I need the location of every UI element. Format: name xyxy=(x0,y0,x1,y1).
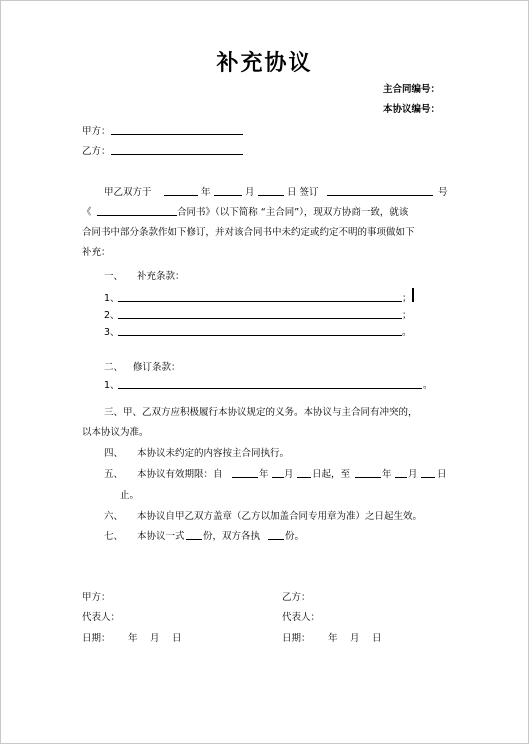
month-label: 月 xyxy=(245,187,255,198)
text-cursor xyxy=(412,288,414,302)
start-year-blank[interactable] xyxy=(232,477,258,478)
section-6-text: 本协议自甲乙双方盖章（乙方以加盖合同专用章为准）之日起生效。 xyxy=(137,511,423,522)
supplement-item-2-label: 2、 xyxy=(104,310,120,321)
copies-end-label: 份。 xyxy=(285,531,305,542)
intro-line-4: 补充： xyxy=(82,247,111,258)
sign-rep-b: 代表人： xyxy=(282,612,321,623)
section-6-number: 六、 xyxy=(104,511,124,522)
end-day-label: 日 xyxy=(437,469,447,480)
sign-date-a-year: 年 xyxy=(128,633,138,644)
supplement-item-1-label: 1、 xyxy=(104,293,120,304)
section-2-title: 修订条款： xyxy=(133,362,181,373)
party-b-blank[interactable] xyxy=(111,154,243,155)
section-3-line-1: 三、甲、乙双方应积极履行本协议规定的义务。本协议与主合同有冲突的， xyxy=(104,407,418,418)
sign-date-a-month: 月 xyxy=(150,633,160,644)
sign-party-a: 甲方： xyxy=(82,592,111,603)
start-month-label: 月 xyxy=(284,469,294,480)
supplement-item-3-blank[interactable] xyxy=(118,335,402,336)
agreement-number-label: 本协议编号： xyxy=(383,104,441,115)
sign-rep-a: 代表人： xyxy=(82,612,121,623)
section-7-number: 七、 xyxy=(104,531,124,542)
intro-line-3: 合同书中部分条款作如下修订，并对该合同书中未约定或约定不明的事项做如下 xyxy=(82,227,415,238)
supplement-item-1-blank[interactable] xyxy=(118,301,402,302)
revision-item-1-end: 。 xyxy=(423,380,433,391)
section-4-text: 本协议未约定的内容按主合同执行。 xyxy=(137,448,290,459)
sign-date-b: 日期： xyxy=(282,633,311,644)
revision-item-1-label: 1、 xyxy=(104,380,120,391)
copies-label: 本协议一式 xyxy=(137,531,185,542)
day-signed-label: 日 签订 xyxy=(287,187,319,198)
supplement-item-2-blank[interactable] xyxy=(118,318,402,319)
contract-number-blank[interactable] xyxy=(327,195,433,196)
start-day-blank[interactable] xyxy=(297,477,311,478)
start-year-label: 年 xyxy=(259,469,269,480)
section-2-number: 二、 xyxy=(104,362,124,373)
end-year-blank[interactable] xyxy=(355,477,381,478)
copies-total-blank[interactable] xyxy=(186,539,202,540)
sign-date-a: 日期： xyxy=(82,633,111,644)
sign-month-blank[interactable] xyxy=(214,195,242,196)
end-day-blank[interactable] xyxy=(421,477,435,478)
intro-text: 甲乙双方于 xyxy=(104,187,152,198)
validity-label: 本协议有效期限：自 xyxy=(137,469,223,480)
party-a-label: 甲方： xyxy=(82,126,111,137)
sign-date-b-month: 月 xyxy=(350,633,360,644)
intro-line-2: 合同书》（以下简称 “主合同”），现双方协商一致，就该 xyxy=(177,207,409,218)
party-a-blank[interactable] xyxy=(111,134,243,135)
section-1-title: 补充条款： xyxy=(137,271,185,282)
left-bracket: 《 xyxy=(82,207,92,218)
section-4-number: 四、 xyxy=(104,448,124,459)
copies-each-blank[interactable] xyxy=(268,539,284,540)
sign-year-blank[interactable] xyxy=(164,195,198,196)
number-suffix: 号 xyxy=(438,187,448,198)
section-3-line-2: 以本协议为准。 xyxy=(82,427,149,438)
supplement-item-3-end: 。 xyxy=(402,327,412,338)
main-contract-number-label: 主合同编号： xyxy=(383,84,441,95)
sign-party-b: 乙方： xyxy=(282,592,311,603)
supplement-item-2-end: ； xyxy=(402,310,412,321)
section-5-number: 五、 xyxy=(104,469,124,480)
start-month-blank[interactable] xyxy=(272,477,284,478)
sign-date-b-day: 日 xyxy=(372,633,382,644)
end-year-label: 年 xyxy=(382,469,392,480)
sign-day-blank[interactable] xyxy=(258,195,284,196)
end-month-blank[interactable] xyxy=(395,477,407,478)
sign-date-a-day: 日 xyxy=(172,633,182,644)
year-label: 年 xyxy=(201,187,211,198)
document-title: 补充协议 xyxy=(216,51,313,76)
copies-each-label: 份，双方各执 xyxy=(203,531,261,542)
revision-item-1-blank[interactable] xyxy=(118,388,422,389)
start-day-label: 日起，至 xyxy=(312,469,351,480)
section-1-number: 一、 xyxy=(104,271,124,282)
party-b-label: 乙方： xyxy=(82,146,111,157)
contract-name-blank[interactable] xyxy=(97,215,177,216)
supplement-item-1-end: ； xyxy=(402,293,412,304)
sign-date-b-year: 年 xyxy=(328,633,338,644)
supplement-item-3-label: 3、 xyxy=(104,327,120,338)
section-5-line-2: 止。 xyxy=(120,490,140,501)
end-month-label: 月 xyxy=(408,469,418,480)
